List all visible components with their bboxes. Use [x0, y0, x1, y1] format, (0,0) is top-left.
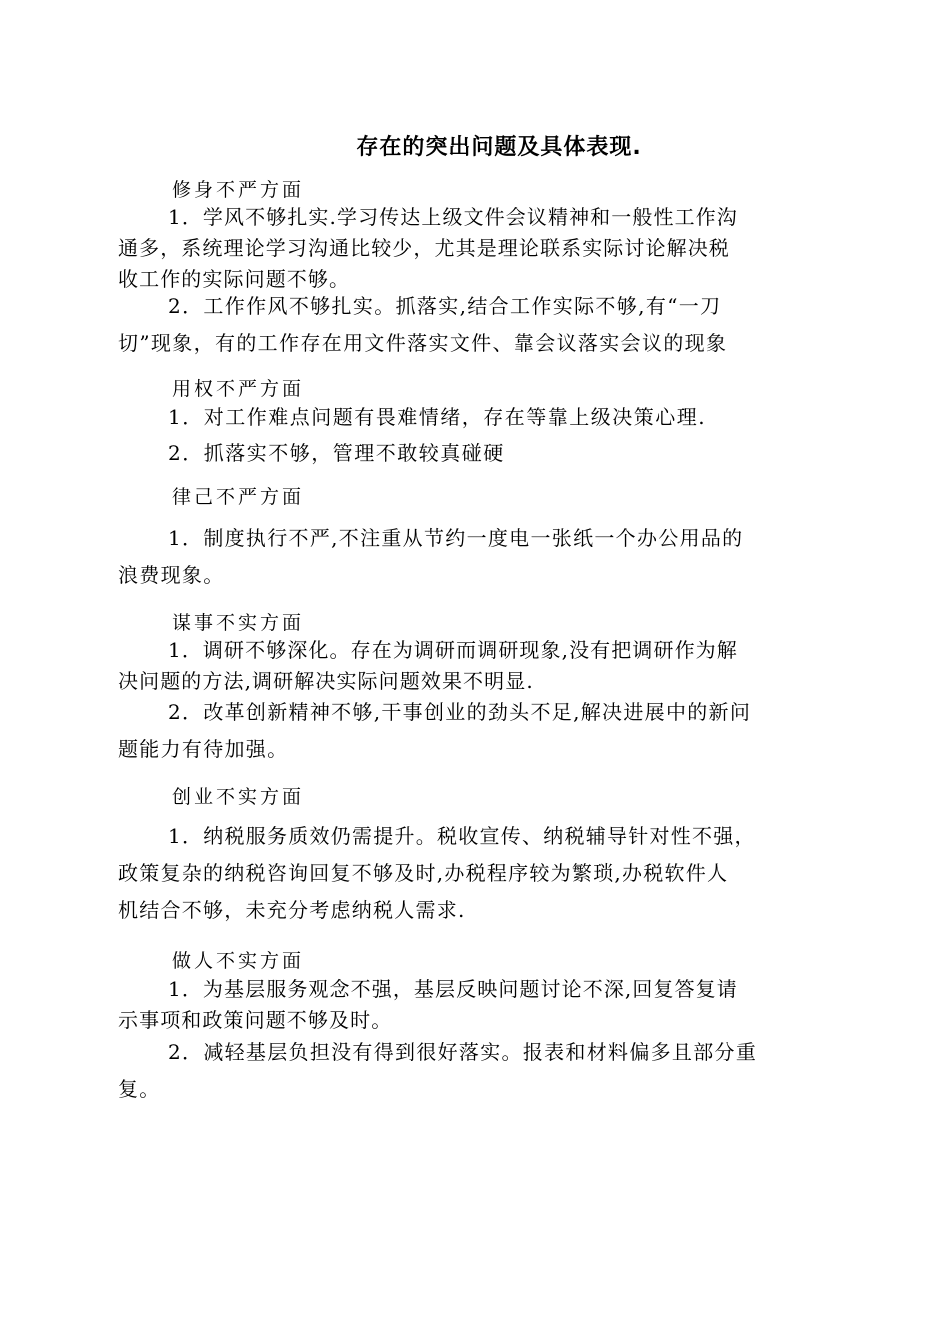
- paragraph-line: 收工作的实际问题不够。: [118, 267, 351, 291]
- section-item: [118, 818, 834, 929]
- section-heading: 律己不严方面: [172, 486, 305, 508]
- section-item: [118, 694, 834, 768]
- paragraph-line: 浪费现象。: [118, 563, 225, 587]
- paragraph-line: 1．制度执行不严,不注重从节约一度电一张纸一个办公用品的: [168, 526, 744, 550]
- paragraph-line: 2．减轻基层负担没有得到很好落实。报表和材料偏多且部分重: [168, 1040, 758, 1064]
- paragraph-line: 2．抓落实不够，管理不敢较真碰硬: [168, 441, 505, 465]
- section-item: [118, 1034, 834, 1108]
- paragraph-line: 1．为基层服务观念不强，基层反映问题讨论不深,回复答复请: [168, 977, 738, 1001]
- section-item: [118, 974, 834, 1036]
- paragraph-line: 1．学风不够扎实.学习传达上级文件会议精神和一般性工作沟: [168, 205, 738, 229]
- paragraph-line: 决问题的方法,调研解决实际问题效果不明显.: [118, 669, 534, 693]
- paragraph-line: 政策复杂的纳税咨询回复不够及时,办税程序较为繁琐,办税软件人: [118, 861, 729, 885]
- section-item: [118, 635, 834, 697]
- section-heading: 创业不实方面: [172, 786, 305, 808]
- section-heading: 用权不严方面: [172, 378, 305, 400]
- paragraph-line: 2．工作作风不够扎实。抓落实,结合工作实际不够,有“一刀: [168, 294, 722, 318]
- paragraph-line: 题能力有待加强。: [118, 737, 289, 761]
- section-item: [118, 202, 834, 295]
- section-item: [118, 520, 834, 594]
- paragraph-line: 示事项和政策问题不够及时。: [118, 1008, 393, 1032]
- paragraph-line: 1．调研不够深化。存在为调研而调研现象,没有把调研作为解: [168, 638, 738, 662]
- paragraph-line: 1．对工作难点问题有畏难情绪，存在等靠上级决策心理.: [168, 405, 707, 429]
- paragraph-line: 通多，系统理论学习沟通比较少，尤其是理论联系实际讨论解决税: [118, 236, 730, 260]
- paragraph-line: 复。: [118, 1077, 161, 1101]
- section-item: [118, 402, 834, 433]
- section-item: [118, 438, 834, 469]
- paragraph-line: 机结合不够，未充分考虑纳税人需求.: [118, 898, 466, 922]
- section-heading: 修身不严方面: [172, 179, 305, 201]
- section-heading: 谋事不实方面: [172, 612, 305, 634]
- document-title: 存在的突出问题及具体表现.: [356, 135, 642, 160]
- section-item: [118, 288, 834, 362]
- paragraph-line: 切”现象，有的工作存在用文件落实文件、靠会议落实会议的现象: [118, 331, 728, 355]
- section-heading: 做人不实方面: [172, 950, 305, 972]
- paragraph-line: 1．纳税服务质效仍需提升。税收宣传、纳税辅导针对性不强，: [168, 824, 756, 848]
- paragraph-line: 2．改革创新精神不够,干事创业的劲头不足,解决进展中的新问: [168, 700, 752, 724]
